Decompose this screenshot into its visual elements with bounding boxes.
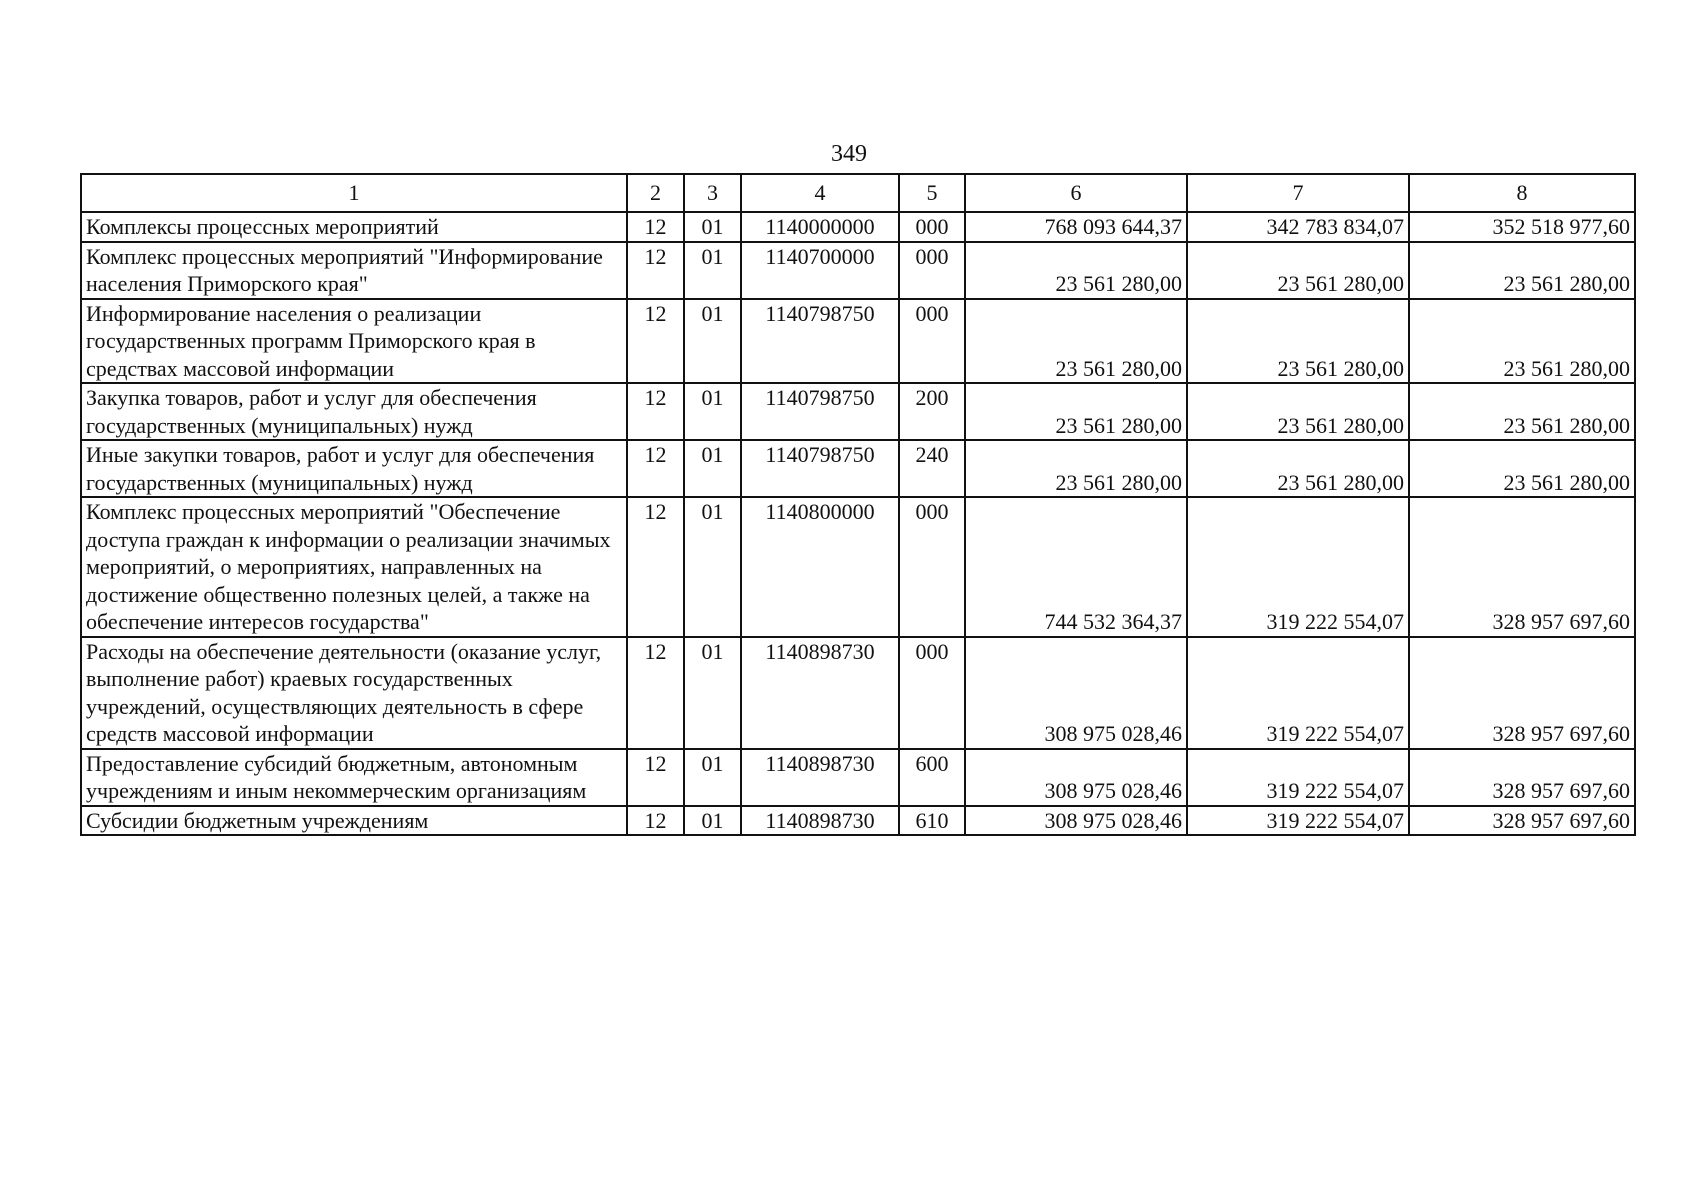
amount-col-8: 328 957 697,60 — [1409, 497, 1635, 637]
target-article-code: 1140800000 — [741, 497, 899, 637]
subsection-code: 01 — [684, 806, 741, 836]
column-header: 1 — [81, 174, 627, 212]
table-row — [81, 637, 1635, 749]
item-name: Расходы на обеспечение деятельности (оказание услуг, выполнение работ) краевых государственных учреждений, осуществляющих деятельность в сфере средств массовой информации — [81, 637, 627, 749]
target-article-code: 1140898730 — [741, 806, 899, 836]
budget-table — [80, 173, 1636, 836]
expense-type-code: 000 — [899, 497, 965, 637]
amount-col-6: 308 975 028,46 — [965, 749, 1187, 806]
section-code: 12 — [627, 637, 684, 749]
amount-col-7: 319 222 554,07 — [1187, 497, 1409, 637]
amount-col-7: 23 561 280,00 — [1187, 299, 1409, 384]
amount-col-8: 23 561 280,00 — [1409, 383, 1635, 440]
column-header: 3 — [684, 174, 741, 212]
expense-type-code: 200 — [899, 383, 965, 440]
amount-col-7: 319 222 554,07 — [1187, 637, 1409, 749]
table-row — [81, 440, 1635, 497]
subsection-code: 01 — [684, 242, 741, 299]
amount-col-6: 23 561 280,00 — [965, 299, 1187, 384]
target-article-code: 1140000000 — [741, 212, 899, 242]
amount-col-8: 23 561 280,00 — [1409, 299, 1635, 384]
subsection-code: 01 — [684, 299, 741, 384]
amount-col-8: 328 957 697,60 — [1409, 749, 1635, 806]
amount-col-6: 23 561 280,00 — [965, 383, 1187, 440]
amount-col-6: 308 975 028,46 — [965, 637, 1187, 749]
expense-type-code: 000 — [899, 242, 965, 299]
subsection-code: 01 — [684, 497, 741, 637]
item-name: Комплекс процессных мероприятий "Обеспечение доступа граждан к информации о реализации значимых мероприятий, о мероприятиях, направленных на достижение общественно полезных целей, а также на обеспечение интересов государства" — [81, 497, 627, 637]
expense-type-code: 240 — [899, 440, 965, 497]
amount-col-7: 23 561 280,00 — [1187, 440, 1409, 497]
amount-col-7: 319 222 554,07 — [1187, 806, 1409, 836]
table-header — [81, 174, 1635, 212]
section-code: 12 — [627, 440, 684, 497]
amount-col-8: 328 957 697,60 — [1409, 637, 1635, 749]
expense-type-code: 600 — [899, 749, 965, 806]
amount-col-6: 308 975 028,46 — [965, 806, 1187, 836]
target-article-code: 1140798750 — [741, 299, 899, 384]
target-article-code: 1140798750 — [741, 383, 899, 440]
section-code: 12 — [627, 749, 684, 806]
amount-col-6: 768 093 644,37 — [965, 212, 1187, 242]
column-header: 6 — [965, 174, 1187, 212]
table-row — [81, 749, 1635, 806]
item-name: Субсидии бюджетным учреждениям — [81, 806, 627, 836]
subsection-code: 01 — [684, 212, 741, 242]
amount-col-8: 23 561 280,00 — [1409, 440, 1635, 497]
section-code: 12 — [627, 212, 684, 242]
item-name: Иные закупки товаров, работ и услуг для обеспечения государственных (муниципальных) нужд — [81, 440, 627, 497]
item-name: Комплекс процессных мероприятий "Информирование населения Приморского края" — [81, 242, 627, 299]
table-row — [81, 497, 1635, 637]
table-row — [81, 242, 1635, 299]
subsection-code: 01 — [684, 440, 741, 497]
target-article-code: 1140700000 — [741, 242, 899, 299]
target-article-code: 1140798750 — [741, 440, 899, 497]
target-article-code: 1140898730 — [741, 749, 899, 806]
table-row — [81, 806, 1635, 836]
column-header: 5 — [899, 174, 965, 212]
amount-col-7: 23 561 280,00 — [1187, 242, 1409, 299]
item-name: Информирование населения о реализации государственных программ Приморского края в средствах массовой информации — [81, 299, 627, 384]
section-code: 12 — [627, 497, 684, 637]
amount-col-6: 23 561 280,00 — [965, 242, 1187, 299]
expense-type-code: 610 — [899, 806, 965, 836]
amount-col-7: 319 222 554,07 — [1187, 749, 1409, 806]
expense-type-code: 000 — [899, 637, 965, 749]
column-header: 2 — [627, 174, 684, 212]
expense-type-code: 000 — [899, 212, 965, 242]
amount-col-8: 23 561 280,00 — [1409, 242, 1635, 299]
item-name: Комплексы процессных мероприятий — [81, 212, 627, 242]
amount-col-6: 744 532 364,37 — [965, 497, 1187, 637]
amount-col-8: 328 957 697,60 — [1409, 806, 1635, 836]
table-row — [81, 212, 1635, 242]
amount-col-8: 352 518 977,60 — [1409, 212, 1635, 242]
amount-col-7: 342 783 834,07 — [1187, 212, 1409, 242]
item-name: Закупка товаров, работ и услуг для обеспечения государственных (муниципальных) нужд — [81, 383, 627, 440]
subsection-code: 01 — [684, 383, 741, 440]
page-number: 349 — [831, 141, 867, 167]
column-header: 4 — [741, 174, 899, 212]
section-code: 12 — [627, 806, 684, 836]
item-name: Предоставление субсидий бюджетным, автономным учреждениям и иным некоммерческим организациям — [81, 749, 627, 806]
column-header: 7 — [1187, 174, 1409, 212]
section-code: 12 — [627, 299, 684, 384]
table-body — [81, 212, 1635, 835]
amount-col-6: 23 561 280,00 — [965, 440, 1187, 497]
table-row — [81, 299, 1635, 384]
target-article-code: 1140898730 — [741, 637, 899, 749]
subsection-code: 01 — [684, 637, 741, 749]
section-code: 12 — [627, 242, 684, 299]
amount-col-7: 23 561 280,00 — [1187, 383, 1409, 440]
expense-type-code: 000 — [899, 299, 965, 384]
column-header: 8 — [1409, 174, 1635, 212]
subsection-code: 01 — [684, 749, 741, 806]
section-code: 12 — [627, 383, 684, 440]
table-row — [81, 383, 1635, 440]
